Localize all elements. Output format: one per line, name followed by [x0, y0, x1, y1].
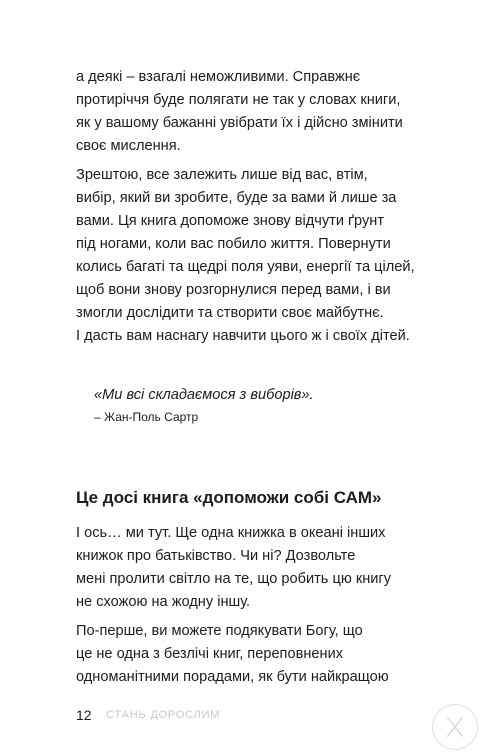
paragraph-2 — [76, 164, 436, 348]
text-line: а деякі – взагалі неможливими. Справжнє — [76, 69, 361, 85]
text-line: своє мислення. — [76, 138, 181, 154]
text-line: вами. Ця книга допоможе знову відчути ґрунт — [76, 213, 385, 229]
text-line: як у вашому бажанні увібрати їх і дійсно змінити — [76, 115, 403, 131]
text-line: під ногами, коли вас побило життя. Повернути — [76, 236, 391, 252]
paragraph-4 — [76, 620, 436, 689]
text-line: протиріччя буде полягати не так у словах книги, — [76, 92, 401, 108]
paragraph-1 — [76, 66, 436, 158]
running-title: СТАНЬ ДОРОСЛИМ — [106, 708, 221, 721]
paragraph-3 — [76, 522, 436, 614]
close-icon[interactable] — [432, 704, 478, 750]
text-line: не схожою на жодну іншу. — [76, 594, 251, 610]
page-footer — [76, 706, 220, 726]
text-line: змогли дослідити та створити своє майбутнє. — [76, 305, 384, 321]
section-heading: Це досі книга «допоможи собі САМ» — [76, 488, 382, 507]
quote-author: – Жан-Поль Сартр — [94, 410, 199, 424]
close-icon-glyph — [433, 705, 477, 749]
text-line: мені пролити світло на те, що робить цю книгу — [76, 571, 392, 587]
text-line: книжок про батьківство. Чи ні? Дозвольте — [76, 548, 356, 564]
text-line: По-перше, ви можете подякувати Богу, що — [76, 623, 363, 639]
text-line: вибір, який ви зробите, буде за вами й лише за — [76, 190, 397, 206]
page-number: 12 — [76, 706, 92, 723]
text-line: І ось… ми тут. Ще одна книжка в океані інших — [76, 525, 386, 541]
text-line: одноманітними порадами, як бути найкращою — [76, 669, 389, 685]
text-line: щоб вони знову розгорнулися перед вами, і ви — [76, 282, 391, 298]
text-line: І дасть вам наснагу навчити цього ж і своїх дітей. — [76, 328, 410, 344]
text-line: це не одна з безлічі книг, переповнених — [76, 646, 344, 662]
epigraph-quote: «Ми всі складаємося з виборів». — [94, 387, 314, 403]
text-line: колись багаті та щедрі поля уяви, енергії та цілей, — [76, 259, 415, 275]
text-line: Зрештою, все залежить лише від вас, втім, — [76, 167, 368, 183]
